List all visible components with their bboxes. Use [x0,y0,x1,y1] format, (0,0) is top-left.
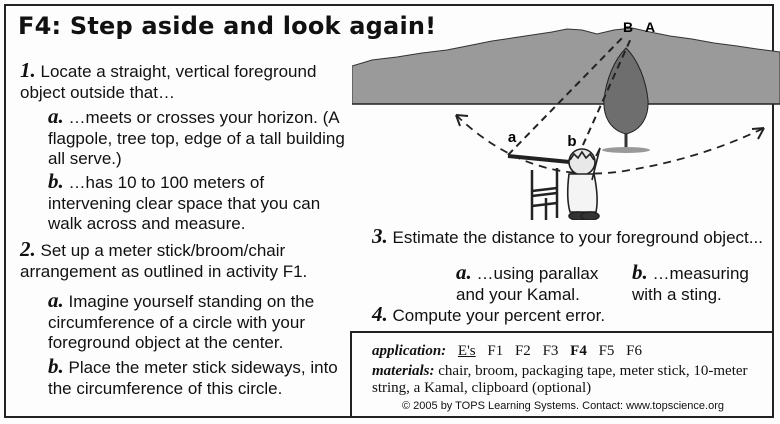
step-1b-text: …has 10 to 100 meters of intervening clear space that you can walk across and measure. [48,173,321,233]
step-3-text: Estimate the distance to your foreground object... [392,228,763,247]
step-3b-label: b. [632,260,648,284]
step-3b [632,262,772,305]
application-item-f5: F5 [598,343,615,359]
step-2b-label: b. [48,354,64,378]
step-4 [372,304,762,327]
materials-line [372,363,768,397]
step-1-text: Locate a straight, vertical foreground object outside that… [20,62,317,102]
illustration-svg [352,8,780,220]
step-1b-label: b. [48,169,64,193]
application-item-es: E's [457,343,476,359]
application-label: application: [372,343,447,359]
step-1a-label: a. [48,104,64,128]
application-item-f6: F6 [626,343,643,359]
step-2a-text: Imagine yourself standing on the circumference of a circle with your foreground object at the center. [48,292,315,352]
step-1a [48,106,346,170]
application-line [372,343,642,360]
step-3-number: 3. [372,224,388,248]
label-A: A [644,19,656,35]
materials-text: chair, broom, packaging tape, meter stick, 10-meter string, a Kamal, clipboard (optional) [372,363,748,396]
step-2a-label: a. [48,288,64,312]
step-3a-label: a. [456,260,472,284]
application-item-f3: F3 [542,343,559,359]
step-2b-text: Place the meter stick sideways, into the circumference of this circle. [48,358,338,398]
step-2a [48,290,340,354]
step-1 [20,60,346,103]
step-3a [456,262,624,305]
materials-label: materials: [372,363,435,379]
page-title: F4: Step aside and look again! [18,12,437,40]
step-4-number: 4. [372,302,388,326]
copyright: © 2005 by TOPS Learning Systems. Contact: www.topscience.org [402,400,724,412]
parallax-illustration [352,8,780,220]
step-3a-text: …using parallax and your Kamal. [456,264,599,304]
person [568,148,600,220]
step-1b [48,171,338,235]
step-2-number: 2. [20,237,36,261]
application-item-f4: F4 [570,343,587,359]
step-2b [48,356,340,399]
tree-shadow [602,147,650,153]
label-b: b [567,133,577,150]
chair [532,168,557,220]
step-1-number: 1. [20,58,36,82]
step-3 [372,226,768,249]
application-item-f1: F1 [487,343,504,359]
step-2-text: Set up a meter stick/broom/chair arrangement as outlined in activity F1. [20,241,308,281]
label-a: a [507,129,517,146]
label-B: B [622,19,634,35]
step-3b-text: …measuring with a sting. [632,264,749,304]
arc-arrow-right [752,128,764,139]
step-2 [20,239,340,282]
step-1a-text: …meets or crosses your horizon. (A flagpole, tree top, edge of a tall building all serve.) [48,108,345,168]
step-4-text: Compute your percent error. [392,306,606,325]
info-box [350,331,774,418]
application-item-f2: F2 [514,343,531,359]
mountain-range [352,28,780,104]
